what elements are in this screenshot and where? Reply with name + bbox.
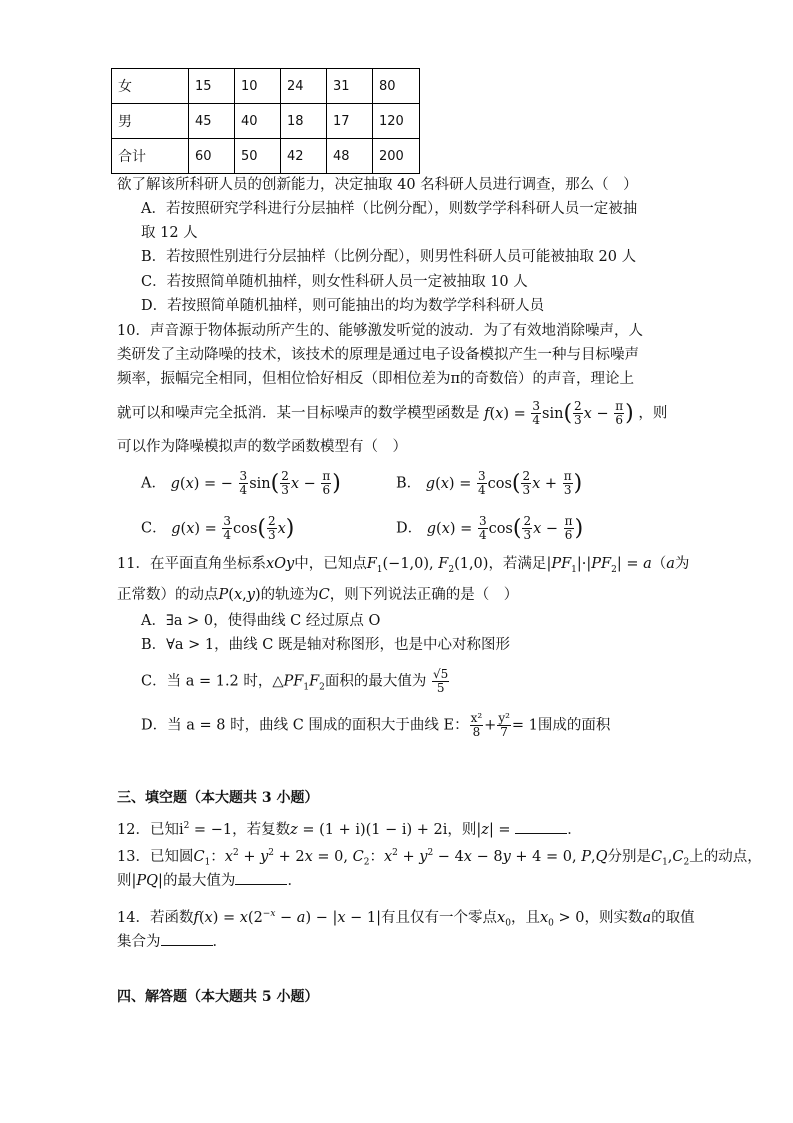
q14-line-1: 14．若函数$f(x) = x(2^{-x} - a) - |x - 1|$有且仅有一个零点$x_0$，且$x_0 > 0$，则实数a的取值 xyxy=(117,909,695,929)
table-cell: 48 xyxy=(327,139,373,174)
q10-line-4-end: ，则 xyxy=(638,405,668,422)
q14-text: ． xyxy=(212,934,227,950)
q11-option-c: C．当 a = 1.2 时，$\triangle PF_1F_2$面积的最大值为 $\frac{√5}{5}$ xyxy=(141,667,449,695)
q11-text: 正常数）的动点 xyxy=(117,587,219,603)
table-cell: 15 xyxy=(189,69,235,104)
option-formula: g(x) = − $\frac{3}{4}$ sin( $\frac{2}{3}$ x − $\frac{\pi}{6}$ ) xyxy=(170,469,341,497)
section-answer-heading: 四、解答题（本大题共 5 小题） xyxy=(117,989,319,1005)
q10-option-b xyxy=(396,470,582,497)
table-cell: 42 xyxy=(281,139,327,174)
section-fill-in-heading: 三、填空题（本大题共 3 小题） xyxy=(117,790,319,806)
q14-line-2 xyxy=(117,931,227,953)
q14-text: 的取值 xyxy=(651,909,695,926)
q11-text: 中，已知点 xyxy=(294,556,367,572)
q11-line-2: 正常数）的动点P(x,y)的轨迹为C，则下列说法正确的是（ ） xyxy=(117,587,519,603)
q13-line-1: 13．已知圆$C_1$：$x^2 + y^2 + 2x = 0$, $C_2$：$x^2 + y^2 - 4x - 8y + 4 = 0$, P,Q分别是$C_1,C_2$上的动点， xyxy=(117,848,762,868)
answer-blank[interactable] xyxy=(235,870,287,885)
q11-text: ，若满足 xyxy=(488,556,547,572)
option-letter: A． xyxy=(141,475,166,492)
q13-text: 13．已知圆 xyxy=(117,848,194,865)
q10-option-c xyxy=(141,515,294,542)
answer-blank[interactable] xyxy=(515,819,567,834)
table-cell: 18 xyxy=(281,104,327,139)
q11-line-1: 11．在平面直角坐标系xOy中，已知点$F_1(-1,0)$, $F_2(1,0)$，若满足$|PF_1|\cdot|PF_2| = a(a$为 xyxy=(117,556,690,575)
q14-text: 有且仅有一个零点 xyxy=(381,909,498,926)
q9-option-c: C．若按照简单随机抽样，则女性科研人员一定被抽取 10 人 xyxy=(141,274,528,290)
table-cell: 男 xyxy=(112,104,189,139)
q12-line: 12．已知$i^2 = -1$，若复数z = (1 + i)(1 − i) + 2i，则|z| = ． xyxy=(117,815,582,841)
q13-line-2: 则|PQ|的最大值为 ． xyxy=(117,870,302,892)
option-letter: B． xyxy=(396,475,422,492)
table-cell: 17 xyxy=(327,104,373,139)
q10-line-2: 类研发了主动降噪的技术，该技术的原理是通过电子设备模拟产生一种与目标噪声 xyxy=(117,347,639,363)
q11-text: 为 xyxy=(674,556,690,572)
table-cell: 80 xyxy=(373,69,420,104)
q10-option-a xyxy=(141,470,341,497)
q10-line-4 xyxy=(117,400,667,427)
q11-text: 11．在平面直角坐标系 xyxy=(117,556,266,572)
q11-text: = 1围成的面积 xyxy=(511,717,611,734)
table-cell: 合计 xyxy=(112,139,189,174)
q10-line-1: 10．声音源于物体振动所产生的、能够激发听觉的波动．为了有效地消除噪声，人 xyxy=(117,323,643,339)
q11-option-d: D．当 a = 8 时，曲线 C 围成的面积大于曲线 E： $\frac{\text{x²}}{8}$ + $\frac{\text{y²}}{7}$ = 1围成的面积 xyxy=(141,711,611,739)
q13-text: 的最大值为 xyxy=(162,873,236,889)
table-cell: 女 xyxy=(112,69,189,104)
q13-text: 则 xyxy=(117,873,132,889)
option-letter: C． xyxy=(141,520,167,537)
q11-text: ，则下列说法正确的是（ ） xyxy=(329,587,519,603)
q9-option-a-cont: 取 12 人 xyxy=(141,225,198,241)
q11-text: 面积的最大值为 xyxy=(324,673,427,690)
q12-text: ，若复数 xyxy=(232,821,291,838)
q10-line-3: 频率，振幅完全相同，但相位恰好相反（即相位差为π的奇数倍）的声音，理论上 xyxy=(117,371,635,387)
q13-text: 分别是 xyxy=(607,848,651,865)
q14-text: 14．若函数 xyxy=(117,909,194,926)
table-cell: 45 xyxy=(189,104,235,139)
q11-text: （ xyxy=(651,556,667,572)
table-row xyxy=(112,69,420,104)
q9-option-d: D．若按照简单随机抽样，则可能抽出的均为数学学科科研人员 xyxy=(141,298,545,314)
answer-blank[interactable] xyxy=(161,931,213,946)
q11-text: C．当 a = 1.2 时， xyxy=(141,673,273,690)
table-cell: 40 xyxy=(235,104,281,139)
q10-option-d xyxy=(396,515,583,542)
table-cell: 60 xyxy=(189,139,235,174)
q14-text: ，则实数 xyxy=(584,909,643,926)
q10-line-5: 可以作为降噪模拟声的数学函数模型有（ ） xyxy=(117,439,407,455)
q9-option-b: B．若按照性别进行分层抽样（比例分配），则男性科研人员可能被抽取 20 人 xyxy=(141,249,637,265)
q13-text: 上的动点， xyxy=(689,848,762,865)
table-cell: 50 xyxy=(235,139,281,174)
q10-line-4-text: 就可以和噪声完全抵消．某一目标噪声的数学模型函数是 xyxy=(117,405,480,422)
q14-text: ，且 xyxy=(510,909,540,926)
q12-text: 12．已知 xyxy=(117,821,179,838)
table-cell: 24 xyxy=(281,69,327,104)
q11-text: D．当 a = 8 时，曲线 C 围成的面积大于曲线 E： xyxy=(141,717,469,734)
table-cell: 10 xyxy=(235,69,281,104)
option-formula: g(x) = $\frac{3}{4}$ cos( $\frac{2}{3}$ x − $\frac{\pi}{6}$ ) xyxy=(426,514,584,542)
researcher-table xyxy=(111,68,420,174)
option-formula: g(x) = $\frac{3}{4}$ cos( $\frac{2}{3}$ x) xyxy=(171,514,295,542)
table-cell: 120 xyxy=(373,104,420,139)
q12-text: ，则 xyxy=(447,821,477,838)
table-cell: 31 xyxy=(327,69,373,104)
noise-model-formula: f(x) = $\frac{3}{4}$ sin( $\frac{2}{3}$ x − $\frac{\pi}{6}$ ) xyxy=(484,399,634,427)
q14-text: 集合为 xyxy=(117,934,161,950)
option-letter: D． xyxy=(396,520,423,537)
q12-text: ． xyxy=(567,821,582,838)
q11-option-b: B．∀a > 1，曲线 C 既是轴对称图形，也是中心对称图形 xyxy=(141,637,510,653)
table-cell: 200 xyxy=(373,139,420,174)
q11-option-a: A．∃a > 0，使得曲线 C 经过原点 O xyxy=(141,613,381,629)
q13-text: ． xyxy=(287,873,302,889)
q9-option-a: A．若按照研究学科进行分层抽样（比例分配），则数学学科科研人员一定被抽 xyxy=(141,201,638,217)
q9-stem: 欲了解该所科研人员的创新能力，决定抽取 40 名科研人员进行调查，那么（ ） xyxy=(117,177,638,193)
option-formula: g(x) = $\frac{3}{4}$ cos( $\frac{2}{3}$ x + $\frac{\pi}{3}$ ) xyxy=(425,469,583,497)
table-row xyxy=(112,139,420,174)
table-row xyxy=(112,104,420,139)
q11-text: 的轨迹为 xyxy=(260,587,319,603)
